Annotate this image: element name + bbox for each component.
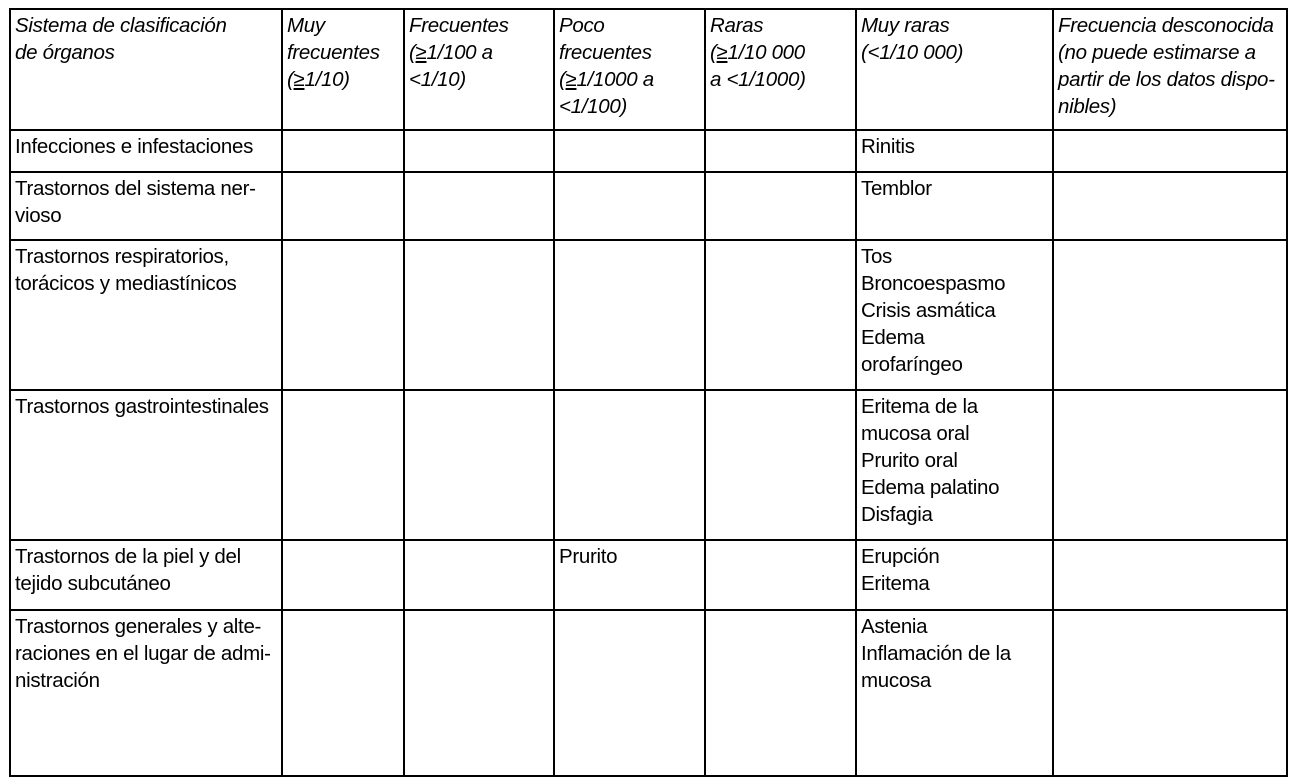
frecuentes-cell [404, 540, 554, 610]
adverse-reactions-table [9, 8, 1288, 777]
muy-raras-cell [856, 172, 1053, 240]
header-text: Muy [287, 14, 325, 37]
reaction-text: Astenia [861, 615, 928, 638]
desconocida-cell [1053, 172, 1287, 240]
frecuentes-cell [404, 172, 554, 240]
header-text: Poco [559, 14, 605, 37]
header-soc [10, 9, 282, 130]
reaction-text: Crisis asmática [861, 299, 996, 322]
frecuentes-cell [404, 610, 554, 776]
muy-frecuentes-cell [282, 172, 404, 240]
reaction-text: Prurito [559, 545, 618, 568]
soc-text: Trastornos de la piel y del [15, 545, 241, 568]
soc-cell [10, 172, 282, 240]
header-frecuentes [404, 9, 554, 130]
raras-cell [705, 540, 856, 610]
poco-frecuentes-cell [554, 610, 705, 776]
muy-raras-cell [856, 130, 1053, 172]
muy-raras-cell [856, 390, 1053, 540]
reaction-text: Tos [861, 245, 893, 268]
soc-text: Trastornos gastrointestinales [15, 395, 269, 418]
reaction-text: Eritema [861, 572, 930, 595]
header-text: Muy raras [861, 14, 950, 37]
soc-text: raciones en el lugar de admi- [15, 642, 271, 665]
header-text: frecuentes [287, 41, 380, 64]
soc-text: Trastornos respiratorios, [15, 245, 229, 268]
table-row [10, 130, 1287, 172]
header-text: de órganos [15, 41, 115, 64]
reaction-text: Inflamación de la [861, 642, 1011, 665]
soc-cell [10, 390, 282, 540]
reaction-text: Rinitis [861, 135, 915, 158]
header-text: <1/100) [559, 95, 627, 118]
header-text: <1/10) [409, 68, 466, 91]
header-range: (≥1/100 a [409, 41, 493, 64]
header-text: Frecuentes [409, 14, 509, 37]
header-text: partir de los datos dispo- [1058, 68, 1275, 91]
frecuentes-cell [404, 240, 554, 390]
raras-cell [705, 172, 856, 240]
reaction-text: Temblor [861, 177, 932, 200]
muy-raras-cell [856, 240, 1053, 390]
desconocida-cell [1053, 390, 1287, 540]
header-frecuencia-desconocida [1053, 9, 1287, 130]
reaction-text: Erupción [861, 545, 940, 568]
reaction-text: Prurito oral [861, 449, 958, 472]
desconocida-cell [1053, 240, 1287, 390]
header-text: Raras [710, 14, 764, 37]
muy-frecuentes-cell [282, 390, 404, 540]
poco-frecuentes-cell [554, 240, 705, 390]
desconocida-cell [1053, 540, 1287, 610]
header-range: (≥1/1000 a [559, 68, 654, 91]
desconocida-cell [1053, 130, 1287, 172]
table-row [10, 390, 1287, 540]
header-muy-raras [856, 9, 1053, 130]
muy-frecuentes-cell [282, 240, 404, 390]
header-range: (≥1/10 000 [710, 41, 805, 64]
muy-frecuentes-cell [282, 130, 404, 172]
desconocida-cell [1053, 610, 1287, 776]
header-poco-frecuentes [554, 9, 705, 130]
poco-frecuentes-cell [554, 130, 705, 172]
table-row [10, 540, 1287, 610]
raras-cell [705, 130, 856, 172]
reaction-text: mucosa oral [861, 422, 970, 445]
reaction-text: Eritema de la [861, 395, 978, 418]
soc-text: nistración [15, 669, 100, 692]
header-text: (<1/10 000) [861, 41, 964, 64]
reaction-text: mucosa [861, 669, 931, 692]
header-text: Frecuencia desconocida [1058, 14, 1274, 37]
header-text: nibles) [1058, 95, 1117, 118]
header-text: (no puede estimarse a [1058, 41, 1256, 64]
muy-raras-cell [856, 540, 1053, 610]
table-row [10, 172, 1287, 240]
table-row [10, 240, 1287, 390]
poco-frecuentes-cell [554, 540, 705, 610]
reaction-text: orofaríngeo [861, 353, 963, 376]
header-muy-frecuentes [282, 9, 404, 130]
muy-frecuentes-cell [282, 610, 404, 776]
header-text: frecuentes [559, 41, 652, 64]
header-raras [705, 9, 856, 130]
muy-raras-cell [856, 610, 1053, 776]
reaction-text: Edema [861, 326, 925, 349]
soc-cell [10, 540, 282, 610]
soc-text: Trastornos generales y alte- [15, 615, 262, 638]
poco-frecuentes-cell [554, 172, 705, 240]
header-range: (≥1/10) [287, 68, 350, 91]
muy-frecuentes-cell [282, 540, 404, 610]
soc-text: tejido subcutáneo [15, 572, 171, 595]
soc-text: Infecciones e infestaciones [15, 135, 254, 158]
reaction-text: Disfagia [861, 503, 933, 526]
raras-cell [705, 390, 856, 540]
soc-text: Trastornos del sistema ner- [15, 177, 256, 200]
frecuentes-cell [404, 130, 554, 172]
reaction-text: Edema palatino [861, 476, 1000, 499]
table-header-row [10, 9, 1287, 130]
soc-cell [10, 130, 282, 172]
soc-cell [10, 610, 282, 776]
header-text: Sistema de clasificación [15, 14, 227, 37]
raras-cell [705, 240, 856, 390]
table-row [10, 610, 1287, 776]
soc-text: vioso [15, 204, 62, 227]
header-text: a <1/1000) [710, 68, 806, 91]
soc-text: torácicos y mediastínicos [15, 272, 237, 295]
frecuentes-cell [404, 390, 554, 540]
poco-frecuentes-cell [554, 390, 705, 540]
reaction-text: Broncoespasmo [861, 272, 1006, 295]
raras-cell [705, 610, 856, 776]
soc-cell [10, 240, 282, 390]
